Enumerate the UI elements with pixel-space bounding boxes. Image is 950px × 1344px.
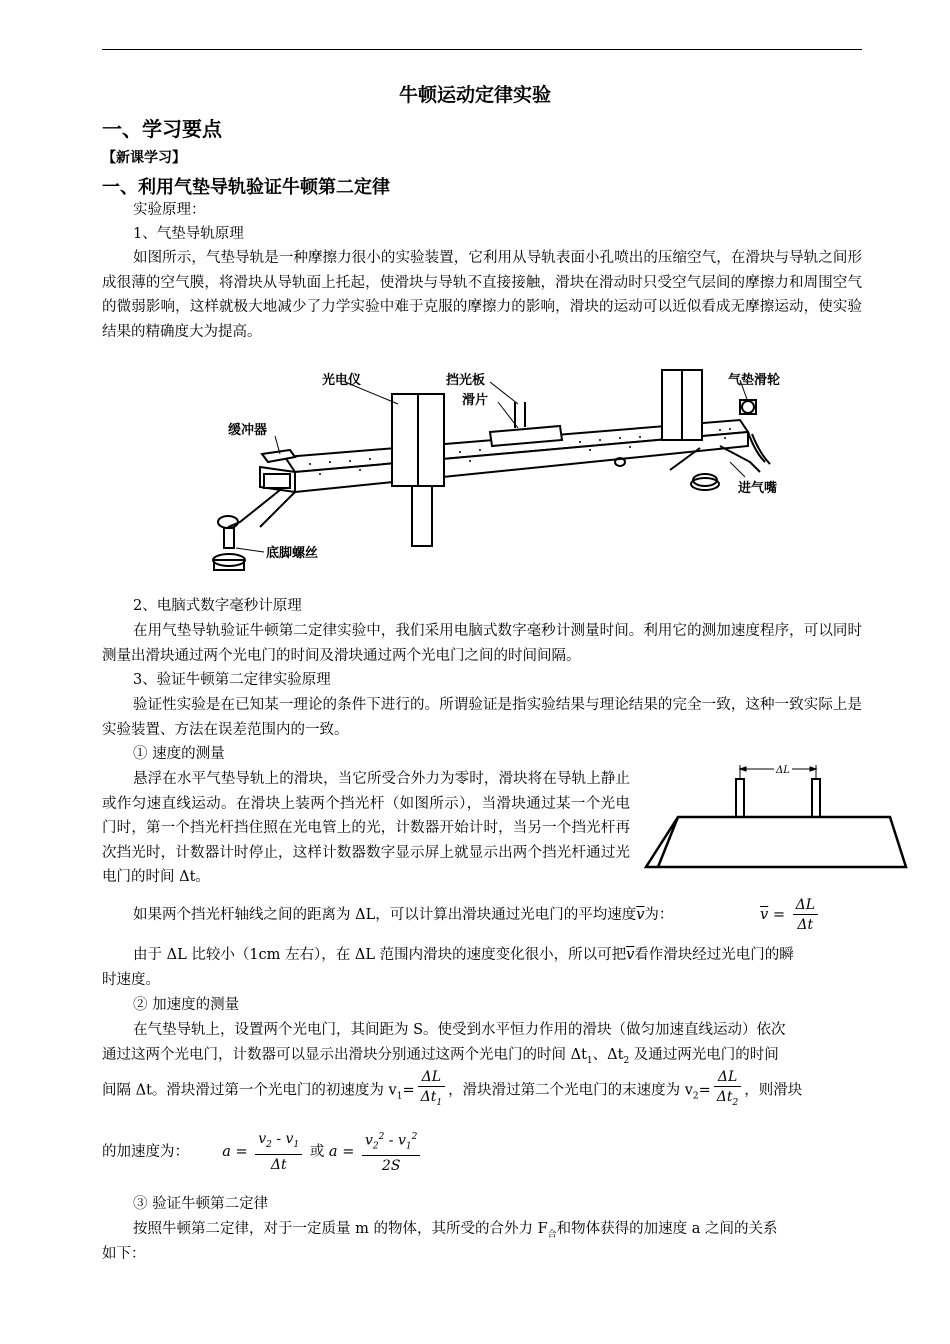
accel-l2-sub2: 2 xyxy=(623,1055,630,1066)
accel-l2-sub1: 1 xyxy=(586,1055,593,1066)
eq2-sub2: 2 xyxy=(372,1141,379,1152)
accel-l2a: 通过这两个光电门，计数器可以显示出滑块分别通过这两个光电门的时间 Δt xyxy=(102,1047,587,1063)
subheading-newton: ③ 验证牛顿第二定律 xyxy=(133,1196,269,1212)
avg-text-b: 为： xyxy=(644,907,674,923)
subheading-timer: 2、电脑式数字毫秒计原理 xyxy=(133,598,302,614)
avg-velocity-equation xyxy=(760,894,821,936)
subheading-accel: ② 加速度的测量 xyxy=(133,997,240,1013)
inst-text-c: 时速度。 xyxy=(102,972,160,988)
label-pulley: 气垫滑轮 xyxy=(728,373,781,388)
label-shutter: 挡光板 xyxy=(446,373,486,388)
eq2-minus: - xyxy=(384,1132,398,1149)
v1-den-dt: Δt xyxy=(420,1089,437,1105)
eq1-v2: v xyxy=(258,1130,267,1147)
accel-line-3 xyxy=(102,1068,802,1118)
accel-l4: 的加速度为： xyxy=(102,1144,189,1161)
newton-sub: 合 xyxy=(547,1229,557,1240)
air-track-figure xyxy=(200,362,800,587)
eq-vbar: $\overline{v}$ xyxy=(760,907,769,923)
paragraph-air-track: 如图所示，气垫导轨是一种摩擦力很小的实验装置，它利用从导轨表面小孔喷出的压缩空气，在滑块与导轨之间形成很薄的空气膜，将滑块从导轨面上托起，使滑块与导轨不直接接触，滑块在滑动时只受空气层间的摩擦力和周围空气的微弱影响，这样就极大地减少了力学实验中难于克服的摩擦力的影响，滑块的运动可以近似看成无摩擦运动，使实验结果的精确度大为提高。 xyxy=(102,250,862,340)
paragraph-speed: 悬浮在水平气垫导轨上的滑块，当它所受合外力为零时，滑块将在导轨上静止或作匀速直线运动。在滑块上装两个挡光杆（如图所示），当滑块通过某一个光电门时，第一个挡光杆挡住照在光电管上的光，计数器开始计时，当另一个挡光杆再次挡光时，计数器计时停止，这样计数器数字显示屏上就显示出两个挡光杆通过光电门的时间 Δt。 xyxy=(102,771,630,885)
v2-den xyxy=(714,1087,741,1113)
accel-line-1: 在气垫导轨上，设置两个光电门，其间距为 S。使受到水平恒力作用的滑块（做匀加速直线运动）依次 xyxy=(133,1022,786,1038)
fraction-eq2 xyxy=(362,1128,420,1176)
v2-den-sub: 2 xyxy=(732,1097,739,1108)
new-lesson-tag: 【新课学习】 xyxy=(102,150,186,166)
subheading-air-track: 1、气垫导轨原理 xyxy=(133,226,244,242)
accel-l3e: ，则滑块 xyxy=(744,1082,803,1099)
vbar-inline-2: $\overline{v}$ xyxy=(626,947,635,963)
paragraph-timer: 在用气垫导轨验证牛顿第二定律实验中，我们采用电脑式数字毫秒计测量时间。利用它的测加速度程序，可以同时测量出滑块通过两个光电门的时间及滑块通过两个光电门之间的时间间隔。 xyxy=(102,623,862,664)
eq1-v1: v xyxy=(285,1130,294,1147)
accel-l3-sub2: 2 xyxy=(692,1091,699,1102)
subheading-speed: ① 速度的测量 xyxy=(133,746,225,762)
eq1-a: a xyxy=(222,1144,231,1161)
eq1-eq: = xyxy=(235,1144,248,1161)
shutter-rods-figure xyxy=(640,755,910,875)
accel-l3-sub1: 1 xyxy=(396,1091,403,1102)
accel-l3d: = xyxy=(698,1082,711,1099)
eq1-sub1: 1 xyxy=(293,1139,300,1150)
eq2-v1: v xyxy=(397,1132,406,1149)
eq-or: 或 xyxy=(309,1144,325,1161)
newton-b: 和物体获得的加速度 a 之间的关系 xyxy=(556,1221,778,1237)
eq1-sub2: 2 xyxy=(266,1139,272,1150)
eq2-sub1: 1 xyxy=(405,1141,412,1152)
subheading-principle: 3、验证牛顿第二定律实验原理 xyxy=(133,672,331,688)
eq2-sup2: 2 xyxy=(378,1132,385,1142)
avg-velocity-line xyxy=(133,903,673,927)
accel-equation-line xyxy=(102,1128,423,1176)
section-heading-1: 一、学习要点 xyxy=(102,117,222,141)
eq-equals: = xyxy=(772,907,785,923)
accel-l3a: 间隔 Δt。滑块滑过第一个光电门的初速度为 v xyxy=(102,1082,397,1099)
accel-l2b: 、Δt xyxy=(592,1047,624,1063)
accel-l3c: ，滑块滑过第二个光电门的末速度为 v xyxy=(448,1082,693,1099)
label-inlet: 进气嘴 xyxy=(738,481,778,496)
top-rule xyxy=(102,49,862,50)
newton-line-1 xyxy=(133,1217,778,1247)
vbar-inline: $\overline{v}$ xyxy=(636,907,645,923)
v1-den-sub: 1 xyxy=(436,1097,443,1108)
avg-text-a: 如果两个挡光杆轴线之间的距离为 ΔL，可以计算出滑块通过光电门的平均速度 xyxy=(133,907,637,923)
eq2-sup1: 2 xyxy=(411,1132,418,1142)
v1-num: ΔL xyxy=(418,1068,445,1087)
principle-label: 实验原理： xyxy=(133,202,206,218)
eq2-a: a xyxy=(328,1144,338,1161)
eq2-eq: = xyxy=(342,1144,355,1161)
newton-line-2: 如下： xyxy=(102,1246,146,1262)
section-heading-2: 一、利用气垫导轨验证牛顿第二定律 xyxy=(102,177,390,198)
fraction-dl-dt xyxy=(793,896,818,935)
eq2-v2: v xyxy=(364,1132,373,1149)
page-title: 牛顿运动定律实验 xyxy=(398,84,551,106)
fraction-v2 xyxy=(714,1068,741,1113)
eq1-den: Δt xyxy=(270,1156,287,1173)
paragraph-principle: 验证性实验是在已知某一理论的条件下进行的。所谓验证是指实验结果与理论结果的完全一致，这种一致实际上是实验装置、方法在误差范围内的一致。 xyxy=(102,697,862,738)
eq2-num xyxy=(362,1128,420,1156)
frac-num: ΔL xyxy=(793,896,818,915)
frac-den: Δt xyxy=(797,916,814,933)
label-foot-screw: 底脚螺丝 xyxy=(266,546,319,561)
eq1-num xyxy=(255,1130,302,1155)
v2-den-dt: Δt xyxy=(716,1089,733,1105)
fraction-eq1 xyxy=(255,1130,302,1175)
accel-l2c: 及通过两光电门的时间 xyxy=(629,1047,779,1063)
v1-den xyxy=(418,1087,445,1113)
label-photogate: 光电仪 xyxy=(322,373,362,388)
inst-text-b: 看作滑块经过光电门的瞬 xyxy=(634,947,794,963)
v2-num: ΔL xyxy=(714,1068,741,1087)
newton-a: 按照牛顿第二定律，对于一定质量 m 的物体，其所受的合外力 F xyxy=(133,1221,548,1237)
fraction-v1 xyxy=(418,1068,445,1113)
instant-velocity-line xyxy=(133,943,794,967)
eq1-minus: - xyxy=(271,1130,286,1147)
label-buffer: 缓冲器 xyxy=(228,423,268,438)
eq2-den: 2S xyxy=(381,1158,401,1175)
accel-l3b: = xyxy=(402,1082,415,1099)
delta-l-label: ΔL xyxy=(776,765,790,776)
inst-text-a: 由于 ΔL 比较小（1cm 左右），在 ΔL 范围内滑块的速度变化很小，所以可把 xyxy=(133,947,627,963)
label-slider: 滑片 xyxy=(462,393,489,408)
